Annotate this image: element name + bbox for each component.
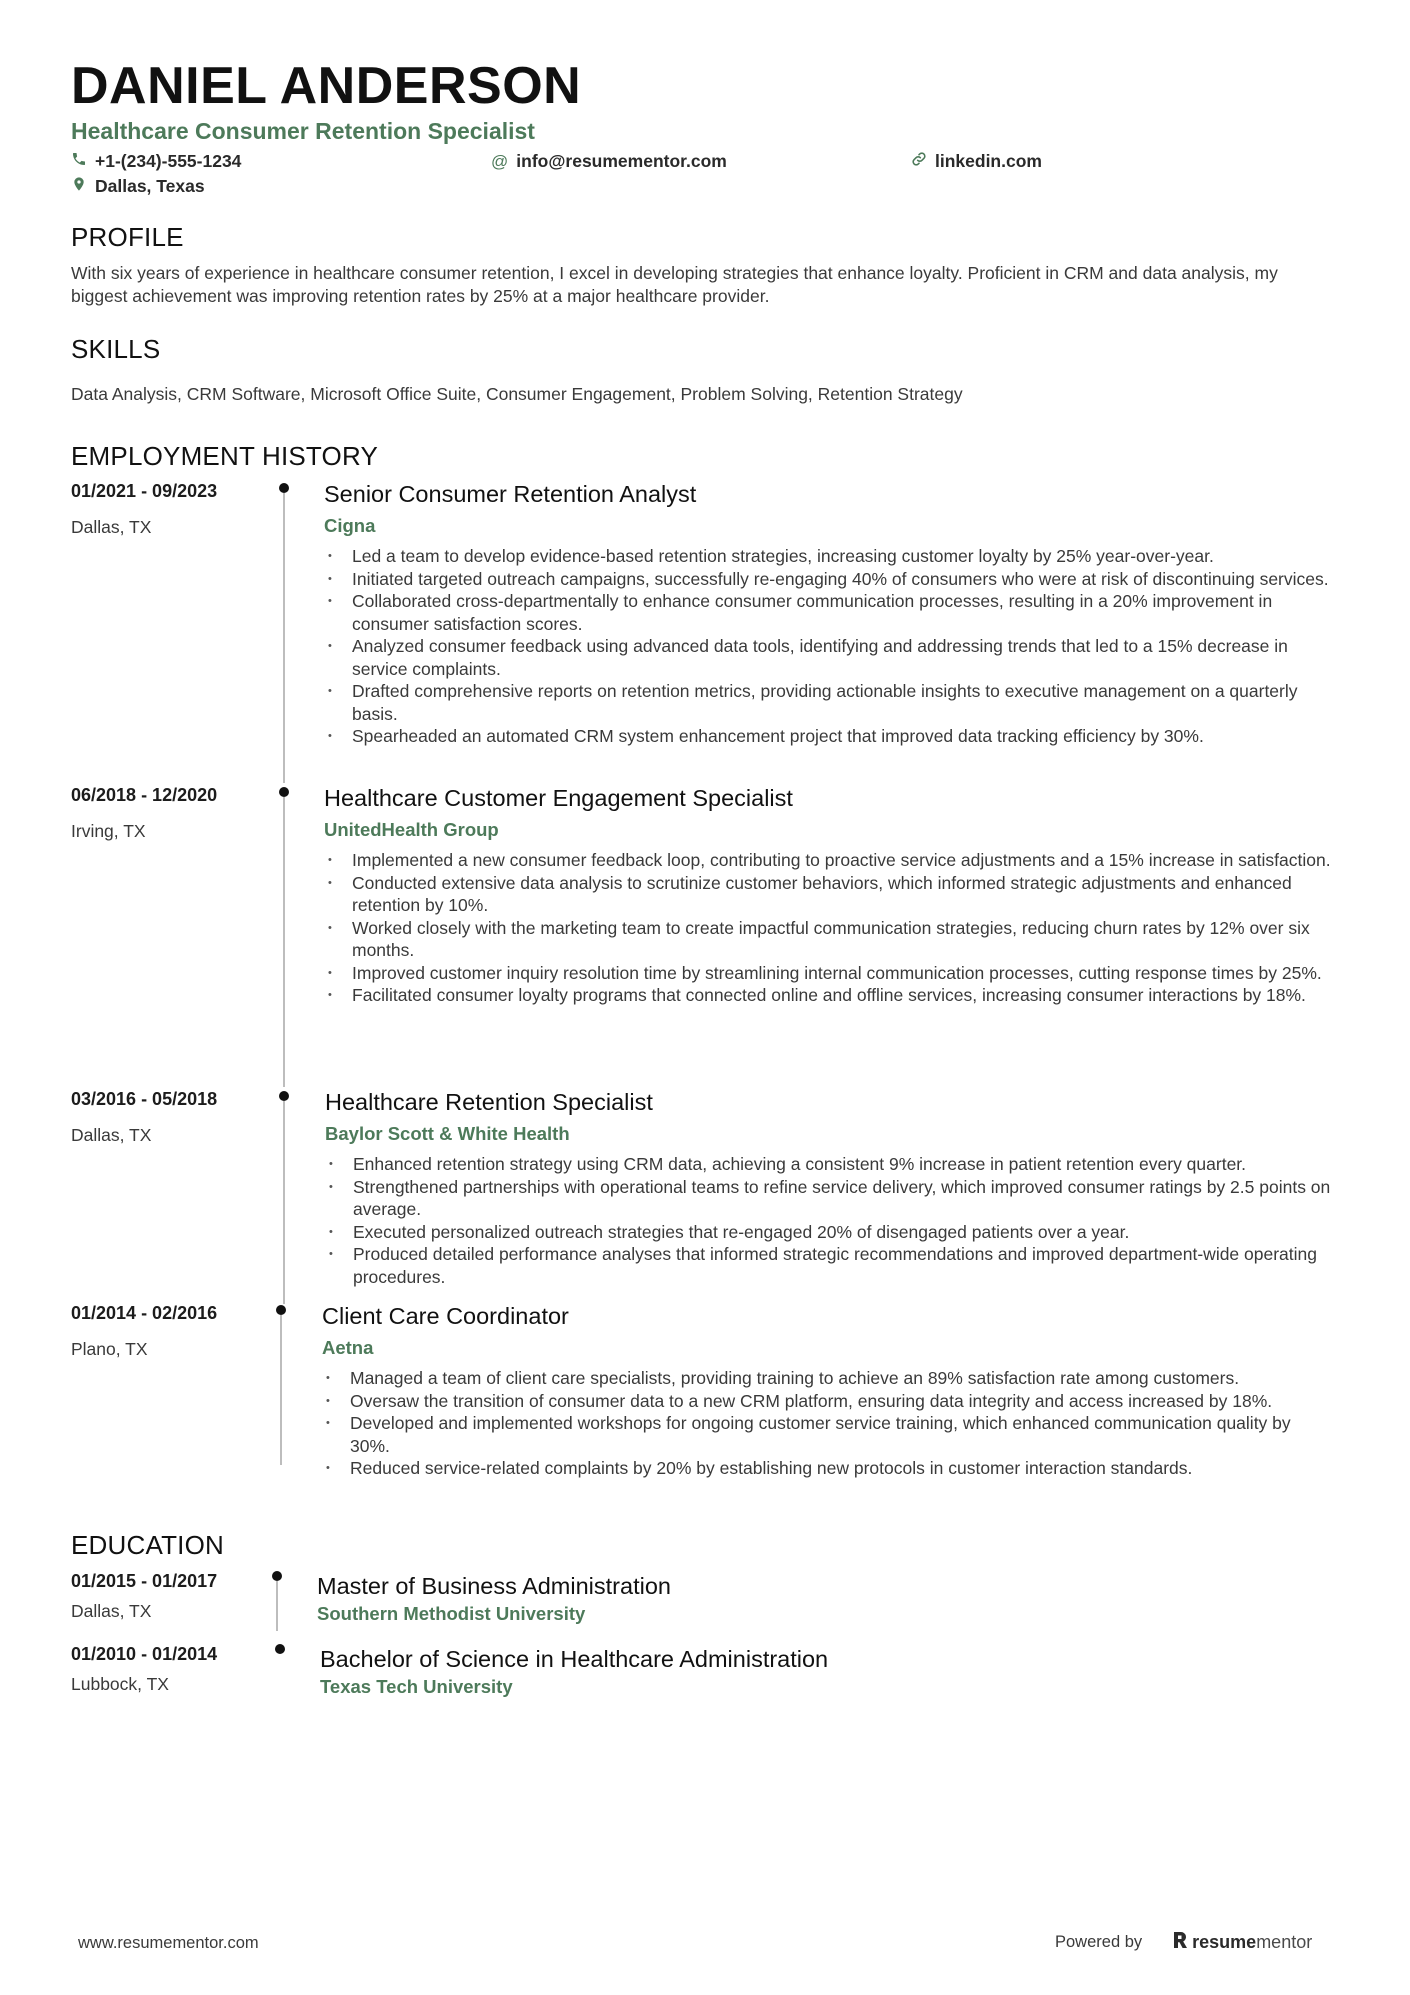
job-company: Baylor Scott & White Health	[325, 1123, 570, 1144]
list-item: • Enhanced retention strategy using CRM data, achieving a consistent 9% increase in patient retention every quarter.	[325, 1153, 1335, 1176]
job-role: Senior Consumer Retention Analyst	[324, 481, 697, 507]
email-text[interactable]: info@resumementor.com	[516, 151, 727, 171]
list-item: • Facilitated consumer loyalty programs that connected online and offline services, increasing consumer interactions by 18%.	[324, 984, 1334, 1007]
timeline-dot	[272, 1571, 282, 1581]
edu-dates: 01/2015 - 01/2017	[71, 1571, 218, 1591]
list-item: • Led a team to develop evidence-based retention strategies, increasing customer loyalty by 25% year-over-year.	[324, 545, 1334, 568]
timeline-dot	[279, 483, 289, 493]
skills-heading: SKILLS	[71, 334, 161, 364]
list-item: • Initiated targeted outreach campaigns, successfully re-engaging 40% of consumers who were at risk of discontinuing services.	[324, 568, 1334, 591]
timeline-dot	[276, 1305, 286, 1315]
edu-degree: Master of Business Administration	[317, 1573, 671, 1599]
job-location: Plano, TX	[71, 1339, 148, 1359]
candidate-name: DANIEL ANDERSON	[71, 57, 582, 115]
list-item: • Collaborated cross-departmentally to enhance consumer communication processes, resulting in a 20% improvement in consumer satisfaction scores.	[324, 590, 1334, 635]
list-item: • Developed and implemented workshops for ongoing customer service training, which enhanced communication quality by 30%.	[322, 1412, 1332, 1457]
email-contact[interactable]	[491, 151, 727, 172]
list-item: • Managed a team of client care specialists, providing training to achieve an 89% satisfaction rate among customers.	[322, 1367, 1332, 1390]
list-item: • Improved customer inquiry resolution time by streamlining internal communication processes, cutting response times by 25%.	[324, 962, 1334, 985]
timeline-dot	[275, 1644, 285, 1654]
location-contact	[71, 176, 205, 197]
at-icon: @	[491, 152, 509, 171]
job-title: Healthcare Consumer Retention Specialist	[71, 118, 535, 144]
job-dates: 03/2016 - 05/2018	[71, 1089, 218, 1109]
profile-heading: PROFILE	[71, 222, 184, 252]
list-item: • Worked closely with the marketing team to create impactful communication strategies, reducing churn rates by 12% over six months.	[324, 917, 1334, 962]
job-dates: 01/2021 - 09/2023	[71, 481, 218, 501]
job-bullets	[322, 1367, 1332, 1480]
location-text: Dallas, Texas	[95, 176, 205, 196]
skills-text: Data Analysis, CRM Software, Microsoft Office Suite, Consumer Engagement, Problem Solving, Retention Strategy	[71, 384, 963, 404]
linkedin-text[interactable]: linkedin.com	[935, 151, 1042, 171]
brand-name-bold: resume	[1192, 1932, 1257, 1952]
phone-text: +1-(234)-555-1234	[95, 151, 242, 171]
timeline-line	[283, 797, 285, 1087]
edu-degree: Bachelor of Science in Healthcare Administration	[320, 1646, 829, 1672]
edu-school: Texas Tech University	[320, 1676, 513, 1697]
job-role: Healthcare Customer Engagement Specialist	[324, 785, 793, 811]
list-item: • Executed personalized outreach strategies that re-engaged 20% of disengaged patients over a year.	[325, 1221, 1335, 1244]
timeline-line	[283, 493, 285, 783]
job-bullets	[325, 1153, 1335, 1288]
job-location: Dallas, TX	[71, 517, 152, 537]
job-company: Cigna	[324, 515, 376, 536]
education-heading: EDUCATION	[71, 1530, 224, 1560]
list-item: • Produced detailed performance analyses that informed strategic recommendations and improved department-wide operating procedures.	[325, 1243, 1335, 1288]
brand-name-light: mentor	[1256, 1932, 1313, 1952]
job-location: Irving, TX	[71, 821, 146, 841]
link-icon	[911, 151, 927, 172]
job-location: Dallas, TX	[71, 1125, 152, 1145]
timeline-dot	[279, 1091, 289, 1101]
job-role: Healthcare Retention Specialist	[325, 1089, 653, 1115]
profile-text: With six years of experience in healthcare consumer retention, I excel in developing strategies that enhance loyalty. Proficient in CRM and data analysis, my biggest achievement was improving retention rates by 25% at a major healthcare provider.	[71, 263, 1278, 306]
edu-dates: 01/2010 - 01/2014	[71, 1644, 218, 1664]
brand-logo[interactable]	[1172, 1930, 1312, 1955]
list-item: • Implemented a new consumer feedback loop, contributing to proactive service adjustments and a 15% increase in satisfaction.	[324, 849, 1334, 872]
edu-school: Southern Methodist University	[317, 1603, 586, 1624]
timeline-line	[283, 1101, 285, 1304]
job-dates: 01/2014 - 02/2016	[71, 1303, 218, 1323]
powered-by-label: Powered by	[1055, 1933, 1143, 1951]
list-item: • Analyzed consumer feedback using advanced data tools, identifying and addressing trends that led to a 15% decrease in service complaints.	[324, 635, 1334, 680]
job-role: Client Care Coordinator	[322, 1303, 569, 1329]
list-item: • Oversaw the transition of consumer data to a new CRM platform, ensuring data integrity and access increased by 18%.	[322, 1390, 1332, 1413]
list-item: • Strengthened partnerships with operational teams to refine service delivery, which improved consumer ratings by 2.5 points on average.	[325, 1176, 1335, 1221]
list-item: • Conducted extensive data analysis to scrutinize customer behaviors, which informed strategic adjustments and enhanced retention by 10%.	[324, 872, 1334, 917]
job-bullets	[324, 545, 1334, 748]
list-item: • Drafted comprehensive reports on retention metrics, providing actionable insights to executive management on a quarterly basis.	[324, 680, 1334, 725]
edu-location: Lubbock, TX	[71, 1674, 169, 1694]
footer-branding	[1055, 1930, 1312, 1955]
footer-website[interactable]: www.resumementor.com	[78, 1934, 259, 1952]
brand-mark-icon	[1172, 1930, 1188, 1955]
timeline-line	[276, 1581, 278, 1631]
phone-icon	[71, 151, 87, 172]
linkedin-contact[interactable]	[911, 151, 1042, 172]
list-item: • Spearheaded an automated CRM system enhancement project that improved data tracking efficiency by 30%.	[324, 725, 1334, 748]
timeline-dot	[279, 787, 289, 797]
phone-contact	[71, 151, 241, 172]
job-dates: 06/2018 - 12/2020	[71, 785, 218, 805]
employment-heading: EMPLOYMENT HISTORY	[71, 441, 379, 471]
edu-location: Dallas, TX	[71, 1601, 152, 1621]
job-company: Aetna	[322, 1337, 374, 1358]
job-company: UnitedHealth Group	[324, 819, 499, 840]
list-item: • Reduced service-related complaints by 20% by establishing new protocols in customer interaction standards.	[322, 1457, 1332, 1480]
map-pin-icon	[71, 176, 87, 197]
timeline-line	[280, 1315, 282, 1465]
job-bullets	[324, 849, 1334, 1007]
